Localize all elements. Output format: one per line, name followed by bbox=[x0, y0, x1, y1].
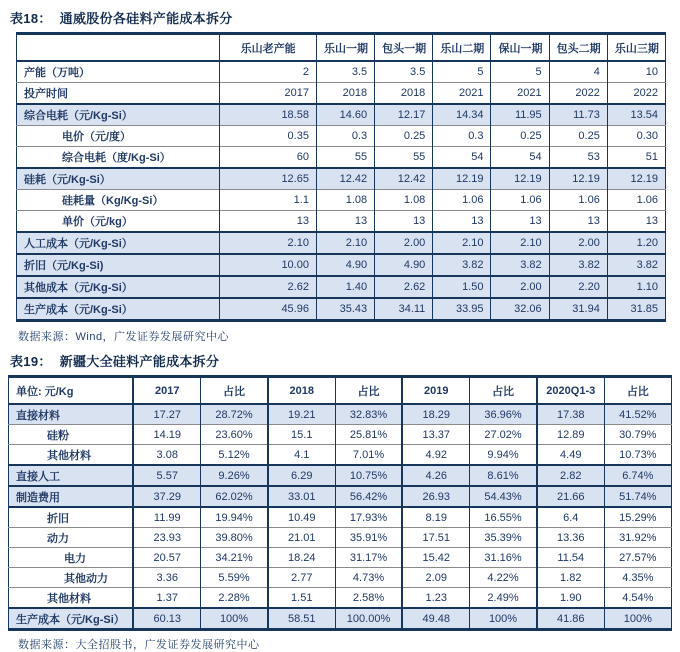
table18-tag: 表18： bbox=[10, 11, 52, 26]
value-cell: 0.25 bbox=[549, 126, 607, 147]
value-cell: 2.58% bbox=[335, 588, 402, 609]
value-cell: 37.29 bbox=[133, 486, 200, 507]
row-label-cell: 其他材料 bbox=[9, 445, 134, 466]
value-cell: 1.08 bbox=[375, 190, 433, 211]
value-cell: 6.4 bbox=[537, 507, 604, 528]
table18-column-header: 乐山二期 bbox=[433, 34, 491, 62]
value-cell: 36.96% bbox=[470, 404, 537, 425]
table19-header bbox=[9, 377, 672, 405]
value-cell: 33.95 bbox=[433, 298, 491, 321]
value-cell: 4.22% bbox=[470, 568, 537, 588]
value-cell: 2.00 bbox=[549, 232, 607, 254]
value-cell: 60 bbox=[220, 147, 317, 169]
value-cell: 6.29 bbox=[268, 465, 335, 486]
value-cell: 53 bbox=[549, 147, 607, 169]
value-cell: 2.10 bbox=[316, 232, 374, 254]
row-label-cell: 产能（万吨） bbox=[24, 67, 90, 79]
value-cell: 13 bbox=[375, 211, 433, 233]
row-label-cell: 硅耗（元/Kg-Si） bbox=[17, 168, 220, 190]
row-label-cell: 折旧 bbox=[9, 507, 134, 528]
value-cell: 39.80% bbox=[201, 528, 268, 548]
table19-column-header: 占比 bbox=[335, 377, 402, 405]
value-cell: 5 bbox=[491, 61, 549, 83]
table-row bbox=[17, 254, 666, 276]
value-cell: 2.10 bbox=[433, 232, 491, 254]
table-row bbox=[9, 507, 672, 528]
table19-caption bbox=[10, 351, 672, 370]
value-cell: 2.00 bbox=[491, 276, 549, 298]
value-cell: 51.74% bbox=[604, 486, 671, 507]
value-cell: 12.19 bbox=[549, 168, 607, 190]
value-cell: 23.60% bbox=[201, 425, 268, 445]
value-cell: 1.90 bbox=[537, 588, 604, 609]
value-cell: 18.58 bbox=[220, 104, 317, 126]
value-cell: 31.92% bbox=[604, 528, 671, 548]
value-cell: 1.37 bbox=[133, 588, 200, 609]
row-label-cell: 生产成本（元/Kg-Si） bbox=[17, 298, 220, 321]
value-cell: 58.51 bbox=[268, 608, 335, 630]
value-cell: 33.01 bbox=[268, 486, 335, 507]
value-cell: 2.10 bbox=[491, 232, 549, 254]
table-row bbox=[9, 486, 672, 507]
row-label-cell: 硅耗量（Kg/Kg-Si） bbox=[17, 190, 220, 211]
value-cell: 2.82 bbox=[537, 465, 604, 486]
value-cell: 17.27 bbox=[133, 404, 200, 425]
value-cell: 51 bbox=[607, 147, 665, 169]
value-cell: 5.12% bbox=[201, 445, 268, 466]
value-cell: 10 bbox=[607, 61, 665, 83]
value-cell: 1.23 bbox=[402, 588, 469, 609]
value-cell: 31.17% bbox=[335, 548, 402, 568]
value-cell: 41.86 bbox=[537, 608, 604, 630]
table19-source: 数据来源：大全招股书，广发证券发展研究中心 bbox=[18, 639, 260, 651]
value-cell: 41.52% bbox=[604, 404, 671, 425]
table-row bbox=[9, 465, 672, 486]
value-cell: 25.81% bbox=[335, 425, 402, 445]
value-cell: 4.90 bbox=[375, 254, 433, 276]
value-cell: 27.57% bbox=[604, 548, 671, 568]
value-cell: 32.83% bbox=[335, 404, 402, 425]
row-label-cell: 人工成本（元/Kg-Si） bbox=[17, 232, 220, 254]
value-cell: 28.72% bbox=[201, 404, 268, 425]
row-label-cell: 生产成本（元/Kg-Si） bbox=[9, 608, 134, 630]
value-cell: 55 bbox=[375, 147, 433, 169]
table18-body bbox=[17, 61, 666, 321]
value-cell: 13.36 bbox=[537, 528, 604, 548]
value-cell: 35.43 bbox=[316, 298, 374, 321]
value-cell: 1.40 bbox=[316, 276, 374, 298]
header-row bbox=[17, 34, 666, 62]
table-row bbox=[17, 104, 666, 126]
value-cell: 20.57 bbox=[133, 548, 200, 568]
table-row bbox=[9, 548, 672, 568]
table-row bbox=[17, 126, 666, 147]
value-cell: 0.3 bbox=[433, 126, 491, 147]
table-row bbox=[9, 588, 672, 609]
value-cell: 18.29 bbox=[402, 404, 469, 425]
value-cell: 55 bbox=[316, 147, 374, 169]
table18-caption bbox=[10, 8, 672, 27]
value-cell: 6.74% bbox=[604, 465, 671, 486]
value-cell: 17.51 bbox=[402, 528, 469, 548]
value-cell: 19.94% bbox=[201, 507, 268, 528]
value-cell: 1.06 bbox=[549, 190, 607, 211]
table19-column-header: 2019 bbox=[402, 377, 469, 405]
value-cell: 0.35 bbox=[220, 126, 317, 147]
value-cell: 1.06 bbox=[433, 190, 491, 211]
value-cell: 54 bbox=[433, 147, 491, 169]
row-label-cell: 综合电耗（度/Kg-Si） bbox=[17, 147, 220, 169]
value-cell: 4.54% bbox=[604, 588, 671, 609]
value-cell: 100% bbox=[201, 608, 268, 630]
value-cell: 2.20 bbox=[549, 276, 607, 298]
table18 bbox=[16, 32, 666, 322]
table-row bbox=[9, 445, 672, 466]
table19-column-header: 占比 bbox=[604, 377, 671, 405]
value-cell: 2.62 bbox=[375, 276, 433, 298]
value-cell: 100% bbox=[470, 608, 537, 630]
value-cell: 15.42 bbox=[402, 548, 469, 568]
value-cell: 1.1 bbox=[220, 190, 317, 211]
value-cell: 3.82 bbox=[433, 254, 491, 276]
value-cell: 2.09 bbox=[402, 568, 469, 588]
value-cell: 32.06 bbox=[491, 298, 549, 321]
value-cell: 2021 bbox=[433, 83, 491, 105]
value-cell: 16.55% bbox=[470, 507, 537, 528]
table18-column-header: 包头一期 bbox=[375, 34, 433, 62]
value-cell: 1.06 bbox=[491, 190, 549, 211]
table18-source: 数据来源：Wind，广发证券发展研究中心 bbox=[18, 331, 230, 343]
value-cell: 10.73% bbox=[604, 445, 671, 466]
value-cell: 13 bbox=[433, 211, 491, 233]
row-label-cell: 单价（元/kg） bbox=[17, 211, 220, 233]
value-cell: 2.49% bbox=[470, 588, 537, 609]
value-cell: 14.19 bbox=[133, 425, 200, 445]
value-cell: 31.85 bbox=[607, 298, 665, 321]
value-cell: 2022 bbox=[607, 83, 665, 105]
row-label-cell: 电价（元/度） bbox=[17, 126, 220, 147]
value-cell: 0.25 bbox=[375, 126, 433, 147]
value-cell: 4.26 bbox=[402, 465, 469, 486]
value-cell: 1.50 bbox=[433, 276, 491, 298]
table-row bbox=[9, 404, 672, 425]
value-cell: 3.82 bbox=[549, 254, 607, 276]
value-cell: 49.48 bbox=[402, 608, 469, 630]
value-cell: 10.49 bbox=[268, 507, 335, 528]
value-cell: 12.19 bbox=[607, 168, 665, 190]
table19 bbox=[8, 375, 672, 631]
value-cell: 13 bbox=[220, 211, 317, 233]
row-label-cell: 投产时间 bbox=[17, 83, 220, 105]
value-cell: 14.60 bbox=[316, 104, 374, 126]
value-cell: 2018 bbox=[316, 83, 374, 105]
value-cell: 100% bbox=[604, 608, 671, 630]
value-cell: 3.36 bbox=[133, 568, 200, 588]
value-cell: 0.3 bbox=[316, 126, 374, 147]
value-cell: 13 bbox=[607, 211, 665, 233]
row-label-cell: 其他材料 bbox=[9, 588, 134, 609]
value-cell: 21.01 bbox=[268, 528, 335, 548]
value-cell: 2 bbox=[220, 61, 317, 83]
value-cell: 2.77 bbox=[268, 568, 335, 588]
table19-tag: 表19： bbox=[10, 354, 52, 369]
value-cell: 11.95 bbox=[491, 104, 549, 126]
value-cell: 13.54 bbox=[607, 104, 665, 126]
value-cell: 2017 bbox=[220, 83, 317, 105]
value-cell: 18.24 bbox=[268, 548, 335, 568]
value-cell: 4.35% bbox=[604, 568, 671, 588]
value-cell: 1.51 bbox=[268, 588, 335, 609]
value-cell: 12.19 bbox=[433, 168, 491, 190]
value-cell: 12.17 bbox=[375, 104, 433, 126]
value-cell: 4.49 bbox=[537, 445, 604, 466]
value-cell: 13 bbox=[491, 211, 549, 233]
value-cell: 21.66 bbox=[537, 486, 604, 507]
value-cell: 4.1 bbox=[268, 445, 335, 466]
value-cell: 13 bbox=[549, 211, 607, 233]
table-row bbox=[9, 608, 672, 630]
table-row bbox=[17, 211, 666, 233]
row-label-cell: 综合电耗（元/Kg-Si） bbox=[17, 104, 220, 126]
value-cell: 30.79% bbox=[604, 425, 671, 445]
value-cell: 31.16% bbox=[470, 548, 537, 568]
value-cell: 10.75% bbox=[335, 465, 402, 486]
value-cell: 4.92 bbox=[402, 445, 469, 466]
value-cell: 13 bbox=[316, 211, 374, 233]
table18-title: 通威股份各硅料产能成本拆分 bbox=[59, 11, 233, 26]
table18-column-header: 乐山三期 bbox=[607, 34, 665, 62]
table18-column-header: 乐山一期 bbox=[316, 34, 374, 62]
table19-column-header: 占比 bbox=[470, 377, 537, 405]
table19-column-header: 占比 bbox=[201, 377, 268, 405]
value-cell: 15.1 bbox=[268, 425, 335, 445]
value-cell: 12.65 bbox=[220, 168, 317, 190]
value-cell: 54 bbox=[491, 147, 549, 169]
value-cell: 54.43% bbox=[470, 486, 537, 507]
row-label-cell: 其他动力 bbox=[9, 568, 134, 588]
value-cell: 17.38 bbox=[537, 404, 604, 425]
value-cell: 9.26% bbox=[201, 465, 268, 486]
table-row bbox=[17, 83, 666, 105]
value-cell: 1.82 bbox=[537, 568, 604, 588]
value-cell: 17.93% bbox=[335, 507, 402, 528]
value-cell: 26.93 bbox=[402, 486, 469, 507]
table18-column-header: 包头二期 bbox=[549, 34, 607, 62]
value-cell: 23.93 bbox=[133, 528, 200, 548]
table19-column-header: 2017 bbox=[133, 377, 200, 405]
value-cell: 3.5 bbox=[316, 61, 374, 83]
value-cell: 1.06 bbox=[607, 190, 665, 211]
value-cell: 13.37 bbox=[402, 425, 469, 445]
row-label-cell: 制造费用 bbox=[9, 486, 134, 507]
value-cell: 12.89 bbox=[537, 425, 604, 445]
value-cell: 10.00 bbox=[220, 254, 317, 276]
value-cell: 12.19 bbox=[491, 168, 549, 190]
table-row bbox=[17, 147, 666, 169]
value-cell: 8.19 bbox=[402, 507, 469, 528]
value-cell: 62.02% bbox=[201, 486, 268, 507]
value-cell: 34.21% bbox=[201, 548, 268, 568]
row-label-cell: 电力 bbox=[9, 548, 134, 568]
table-row bbox=[9, 568, 672, 588]
table-row bbox=[9, 528, 672, 548]
value-cell: 4.90 bbox=[316, 254, 374, 276]
value-cell: 12.42 bbox=[316, 168, 374, 190]
table19-column-header: 单位: 元/Kg bbox=[9, 377, 134, 405]
row-label-cell: 其他成本（元/Kg-Si） bbox=[17, 276, 220, 298]
value-cell: 3.82 bbox=[491, 254, 549, 276]
value-cell: 31.94 bbox=[549, 298, 607, 321]
value-cell: 2.28% bbox=[201, 588, 268, 609]
value-cell: 3.08 bbox=[133, 445, 200, 466]
value-cell: 8.61% bbox=[470, 465, 537, 486]
table18-column-header: 乐山老产能 bbox=[220, 34, 317, 62]
value-cell: 0.30 bbox=[607, 126, 665, 147]
row-label-cell: 硅粉 bbox=[9, 425, 134, 445]
table19-column-header: 2018 bbox=[268, 377, 335, 405]
value-cell: 35.91% bbox=[335, 528, 402, 548]
value-cell: 11.99 bbox=[133, 507, 200, 528]
header-row bbox=[9, 377, 672, 405]
row-label-cell: 直接人工 bbox=[9, 465, 134, 486]
value-cell: 3.5 bbox=[375, 61, 433, 83]
value-cell: 5.59% bbox=[201, 568, 268, 588]
row-label-cell: 直接材料 bbox=[9, 404, 134, 425]
value-cell: 5.57 bbox=[133, 465, 200, 486]
value-cell: 12.42 bbox=[375, 168, 433, 190]
value-cell: 19.21 bbox=[268, 404, 335, 425]
value-cell: 34.11 bbox=[375, 298, 433, 321]
value-cell: 9.94% bbox=[470, 445, 537, 466]
value-cell: 2022 bbox=[549, 83, 607, 105]
value-cell: 1.20 bbox=[607, 232, 665, 254]
table19-body bbox=[9, 404, 672, 630]
value-cell: 2018 bbox=[375, 83, 433, 105]
value-cell: 1.08 bbox=[316, 190, 374, 211]
value-cell: 2.10 bbox=[220, 232, 317, 254]
value-cell: 7.01% bbox=[335, 445, 402, 466]
table-row bbox=[17, 190, 666, 211]
value-cell: 14.34 bbox=[433, 104, 491, 126]
row-label-cell: 动力 bbox=[9, 528, 134, 548]
value-cell: 11.54 bbox=[537, 548, 604, 568]
value-cell: 1.10 bbox=[607, 276, 665, 298]
row-label-cell: 折旧（元/Kg-Si) bbox=[17, 254, 220, 276]
value-cell: 27.02% bbox=[470, 425, 537, 445]
table18-column-header: 保山一期 bbox=[491, 34, 549, 62]
value-cell: 4.73% bbox=[335, 568, 402, 588]
table-row bbox=[17, 276, 666, 298]
value-cell: 56.42% bbox=[335, 486, 402, 507]
table19-column-header: 2020Q1-3 bbox=[537, 377, 604, 405]
value-cell: 45.96 bbox=[220, 298, 317, 321]
value-cell: 4 bbox=[549, 61, 607, 83]
value-cell: 5 bbox=[433, 61, 491, 83]
value-cell: 2.00 bbox=[375, 232, 433, 254]
table18-column-header bbox=[17, 34, 220, 62]
table-row bbox=[17, 61, 666, 83]
value-cell: 60.13 bbox=[133, 608, 200, 630]
table-row bbox=[17, 232, 666, 254]
value-cell: 3.82 bbox=[607, 254, 665, 276]
table18-header bbox=[17, 34, 666, 62]
value-cell: 2.62 bbox=[220, 276, 317, 298]
value-cell: 11.73 bbox=[549, 104, 607, 126]
value-cell: 15.29% bbox=[604, 507, 671, 528]
value-cell: 100.00% bbox=[335, 608, 402, 630]
value-cell: 0.25 bbox=[491, 126, 549, 147]
value-cell: 2021 bbox=[491, 83, 549, 105]
table19-title: 新疆大全硅料产能成本拆分 bbox=[59, 354, 220, 369]
table-row bbox=[9, 425, 672, 445]
table-row bbox=[17, 298, 666, 321]
value-cell: 35.39% bbox=[470, 528, 537, 548]
table-row bbox=[17, 168, 666, 190]
